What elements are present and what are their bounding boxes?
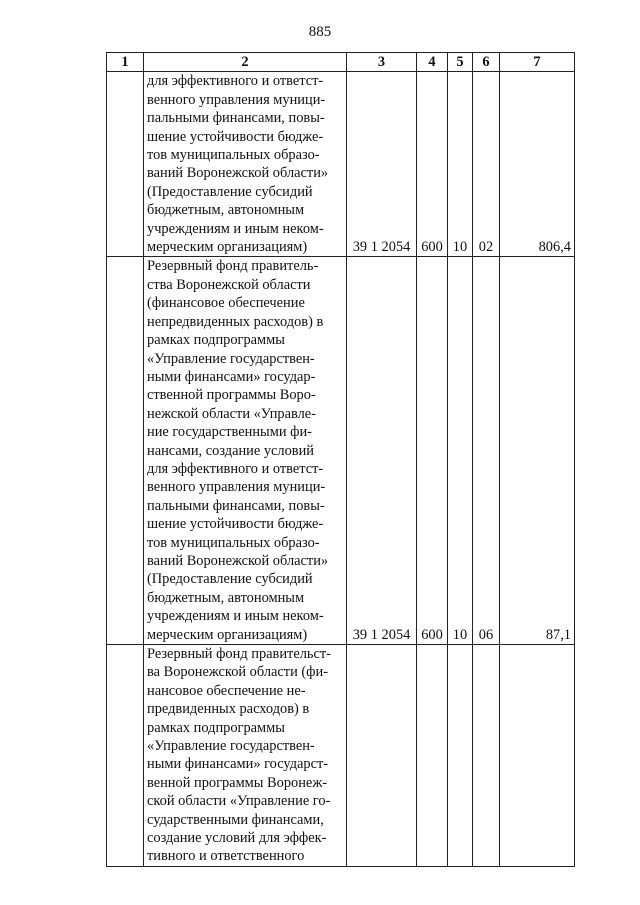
table-row <box>107 72 575 257</box>
header-col-5: 5 <box>448 53 473 72</box>
amount-cell: 87,1 <box>500 257 575 645</box>
amount-cell <box>500 645 575 867</box>
budget-table <box>106 52 575 867</box>
description-cell: для эффективного и ответст- венного управления муници- пальными финансами, повы- шение устойчивости бюдже- тов муниципальных образо- ваний Воронежской области» (Предоставление субсидий бюджетным, автономным учреждениям и иным неком- мерческим организациям) <box>144 72 347 257</box>
header-row <box>107 53 575 72</box>
row-number-cell <box>107 645 144 867</box>
row-number-cell <box>107 72 144 257</box>
section-cell: 10 <box>448 257 473 645</box>
expense-type-cell: 600 <box>417 257 448 645</box>
expense-type-cell: 600 <box>417 72 448 257</box>
target-article-cell: 39 1 2054 <box>347 72 417 257</box>
description-cell: Резервный фонд правитель- ства Воронежской области (финансовое обеспечение непредвиденных расходов) в рамках подпрограммы «Управление государствен- ными финансами» государ- ственной программы Воро- нежской области «Управле- ние государственными фи- нансами, создание условий для эффективного и ответст- венного управления муници- пальными финансами, повы- шение устойчивости бюдже- тов муниципальных образо- ваний Воронежской области» (Предоставление субсидий бюджетным, автономным учреждениям и иным неком- мерческим организациям) <box>144 257 347 645</box>
header-col-1: 1 <box>107 53 144 72</box>
amount-cell: 806,4 <box>500 72 575 257</box>
subsection-cell: 02 <box>473 72 500 257</box>
description-cell: Резервный фонд правительст- ва Воронежской области (фи- нансовое обеспечение не- предвиденных расходов) в рамках подпрограммы «Управление государствен- ными финансами» государст- венной программы Воронеж- ской области «Управление го- сударственными финансами, создание условий для эффек- тивного и ответственного <box>144 645 347 867</box>
header-col-6: 6 <box>473 53 500 72</box>
page-number: 885 <box>308 24 332 40</box>
subsection-cell <box>473 645 500 867</box>
header-col-4: 4 <box>417 53 448 72</box>
header-col-7: 7 <box>500 53 575 72</box>
header-col-3: 3 <box>347 53 417 72</box>
target-article-cell: 39 1 2054 <box>347 257 417 645</box>
section-cell <box>448 645 473 867</box>
row-number-cell <box>107 257 144 645</box>
expense-type-cell <box>417 645 448 867</box>
table-row <box>107 257 575 645</box>
section-cell: 10 <box>448 72 473 257</box>
table-row <box>107 645 575 867</box>
header-col-2: 2 <box>144 53 347 72</box>
subsection-cell: 06 <box>473 257 500 645</box>
target-article-cell <box>347 645 417 867</box>
